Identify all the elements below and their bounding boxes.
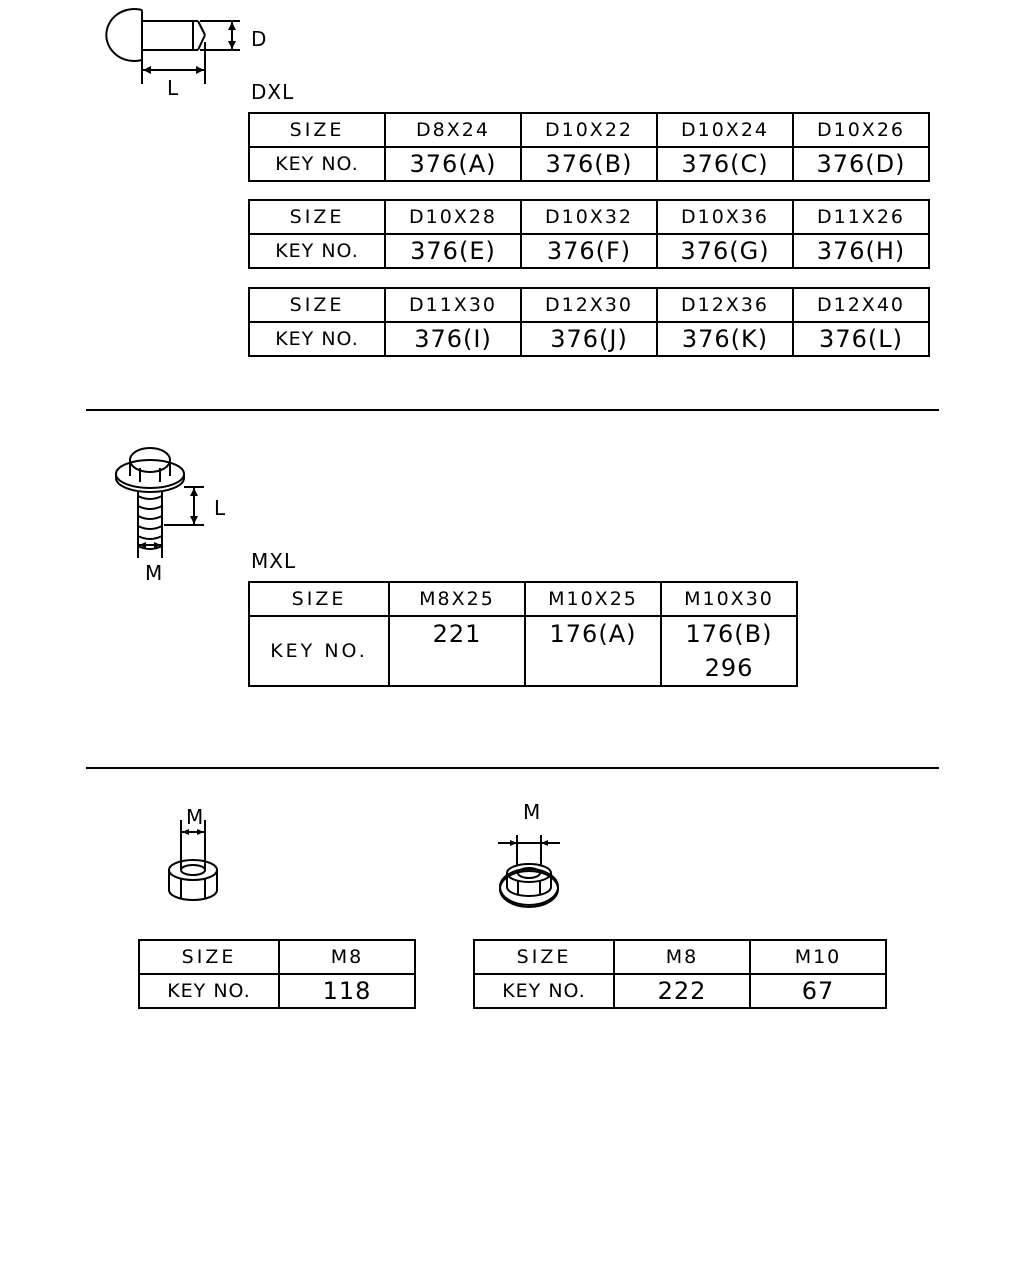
size-header: SIZE [249, 582, 389, 616]
flange-nut-dim-m-label: M [523, 800, 542, 824]
size-cell: D12X40 [793, 288, 929, 322]
key-cell [661, 616, 797, 686]
size-cell: M10X30 [661, 582, 797, 616]
size-header: SIZE [139, 940, 279, 974]
key-cell: 376(A) [385, 147, 521, 181]
key-cell: 67 [750, 974, 886, 1008]
size-header: SIZE [249, 288, 385, 322]
section-divider [86, 409, 939, 411]
rivet-dim-d-label: D [251, 27, 268, 51]
key-cell: 376(L) [793, 322, 929, 356]
key-value: 221 [432, 620, 482, 648]
key-cell: 376(E) [385, 234, 521, 268]
key-cell: 376(J) [521, 322, 657, 356]
nut-table [138, 939, 416, 1009]
rivet-table-2 [248, 199, 930, 269]
size-cell: M8 [279, 940, 415, 974]
key-cell: 376(H) [793, 234, 929, 268]
key-no-header: KEY NO. [249, 147, 385, 181]
key-value: 296 [704, 654, 754, 682]
key-cell [389, 616, 525, 686]
size-cell: M8 [614, 940, 750, 974]
size-cell: D12X30 [521, 288, 657, 322]
key-value: 176(A) [549, 620, 637, 648]
key-no-header: KEY NO. [474, 974, 614, 1008]
key-no-header: KEY NO. [249, 234, 385, 268]
rivet-caption: DXL [251, 80, 295, 104]
size-cell: D10X26 [793, 113, 929, 147]
size-cell: M10X25 [525, 582, 661, 616]
key-cell: 376(F) [521, 234, 657, 268]
key-no-header: KEY NO. [249, 616, 389, 686]
key-cell: 376(C) [657, 147, 793, 181]
size-cell: D11X30 [385, 288, 521, 322]
size-cell: D12X36 [657, 288, 793, 322]
size-cell: D11X26 [793, 200, 929, 234]
size-header: SIZE [249, 113, 385, 147]
key-cell: 376(G) [657, 234, 793, 268]
section-divider [86, 767, 939, 769]
key-value: 176(B) [685, 620, 773, 648]
key-cell: 376(I) [385, 322, 521, 356]
key-cell: 376(K) [657, 322, 793, 356]
bolt-dim-l-label: L [214, 496, 227, 520]
key-cell [525, 616, 661, 686]
flange-nut-table [473, 939, 887, 1009]
key-cell: 222 [614, 974, 750, 1008]
hex-nut-drawing [160, 820, 230, 910]
size-cell: D10X24 [657, 113, 793, 147]
key-cell: 118 [279, 974, 415, 1008]
size-cell: D8X24 [385, 113, 521, 147]
rivet-table-3 [248, 287, 930, 357]
key-no-header: KEY NO. [249, 322, 385, 356]
flange-nut-drawing [490, 825, 570, 915]
size-header: SIZE [474, 940, 614, 974]
size-cell: D10X36 [657, 200, 793, 234]
nut-dim-m-label: M [186, 805, 205, 829]
key-cell: 376(B) [521, 147, 657, 181]
bolt-table [248, 581, 798, 687]
rivet-dim-l-label: L [167, 76, 180, 100]
key-cell: 376(D) [793, 147, 929, 181]
rivet-table-1 [248, 112, 930, 182]
bolt-dim-m-label: M [145, 561, 164, 585]
size-cell: M8X25 [389, 582, 525, 616]
size-cell: D10X22 [521, 113, 657, 147]
key-no-header: KEY NO. [139, 974, 279, 1008]
size-cell: M10 [750, 940, 886, 974]
size-header: SIZE [249, 200, 385, 234]
size-cell: D10X32 [521, 200, 657, 234]
size-cell: D10X28 [385, 200, 521, 234]
bolt-caption: MXL [251, 549, 297, 573]
